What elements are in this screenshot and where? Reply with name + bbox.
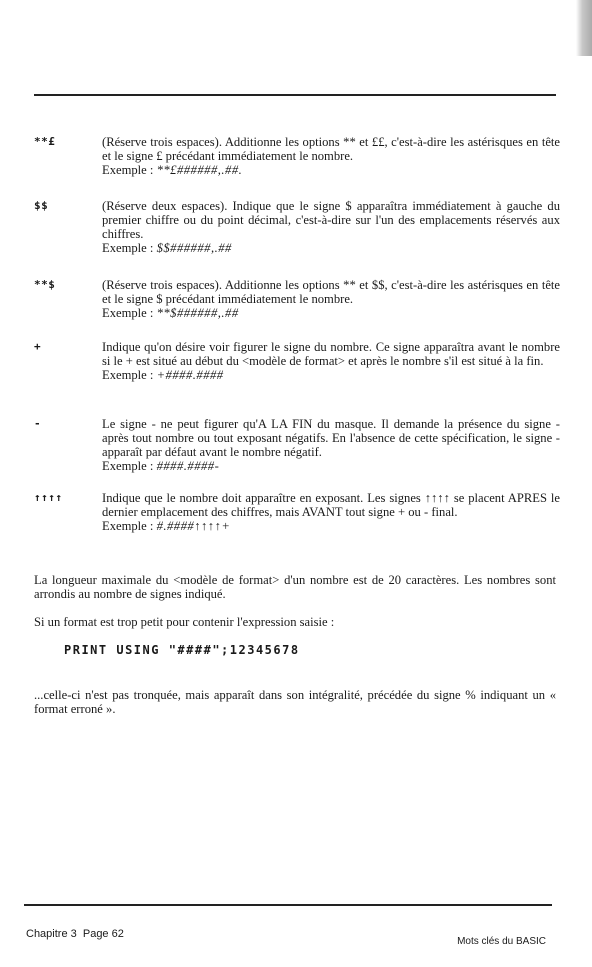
entry-plus-sign xyxy=(34,340,560,382)
example-value: $$######,.## xyxy=(156,241,232,255)
entry-description: (Réserve deux espaces). Indique que le signe $ apparaîtra immédiatement à gauche du premier chiffre ou du point décimal, c'est-à-dire sur l'un des emplacements réservés aux chiffres. xyxy=(102,199,560,241)
format-symbol: + xyxy=(34,340,42,353)
entry-double-dollar xyxy=(34,199,560,255)
format-symbol: $$ xyxy=(34,199,49,212)
format-symbol: ↑↑↑↑ xyxy=(34,491,63,504)
entry-description: (Réserve trois espaces). Additionne les options ** et ££, c'est-à-dire les astérisques en tête et le signe £ précédant immédiatement le nombre. xyxy=(102,135,560,163)
entry-minus-sign xyxy=(34,417,560,473)
entry-example xyxy=(102,459,560,473)
example-label: Exemple : xyxy=(102,241,157,255)
too-small-paragraph: Si un format est trop petit pour contenir l'expression saisie : xyxy=(34,615,335,629)
example-label: Exemple : xyxy=(102,306,157,320)
format-symbol: **£ xyxy=(34,135,56,148)
example-label: Exemple : xyxy=(102,163,157,177)
result-paragraph: ...celle-ci n'est pas tronquée, mais apparaît dans son intégralité, précédée du signe % indiquant un « format erroné ». xyxy=(34,688,556,716)
entry-description: Le signe - ne peut figurer qu'A LA FIN du masque. Il demande la présence du signe - après tout nombre ou tout exposant négatifs. En l'absence de cette spécification, le signe - apparaît par défaut avant le nombre négatif. xyxy=(102,417,560,459)
example-value: ####.####- xyxy=(156,459,220,473)
bottom-rule xyxy=(24,904,552,906)
entry-example xyxy=(102,306,560,320)
example-label: Exemple : xyxy=(102,519,157,533)
entry-example xyxy=(102,163,560,177)
entry-text xyxy=(102,199,560,255)
top-rule xyxy=(34,94,556,96)
entry-example xyxy=(102,241,560,255)
entry-example xyxy=(102,519,560,533)
max-length-paragraph: La longueur maximale du <modèle de format> d'un nombre est de 20 caractères. Les nombres sont arrondis au nombre de signes indiqué. xyxy=(34,573,556,601)
example-value: #.####↑↑↑↑+ xyxy=(156,519,231,533)
entry-text xyxy=(102,417,560,473)
format-symbol: **$ xyxy=(34,278,56,291)
footer-chapter-page: Chapitre 3 Page 62 xyxy=(26,928,124,940)
entry-description: (Réserve trois espaces). Additionne les options ** et $$, c'est-à-dire les astérisques en tête et le signe $ précédant immédiatement le nombre. xyxy=(102,278,560,306)
footer-section-title: Mots clés du BASIC xyxy=(457,936,546,947)
example-label: Exemple : xyxy=(102,459,157,473)
entry-text xyxy=(102,491,560,533)
example-label: Exemple : xyxy=(102,368,157,382)
entry-double-asterisk-dollar xyxy=(34,278,560,320)
entry-text xyxy=(102,340,560,382)
format-symbol: - xyxy=(34,417,42,430)
code-example: PRINT USING "####";12345678 xyxy=(64,643,300,657)
example-value: **£######,.##. xyxy=(156,163,243,177)
entry-description: Indique que le nombre doit apparaître en exposant. Les signes ↑↑↑↑ se placent APRES le dernier emplacement des chiffres, mais AVANT tout signe + ou - final. xyxy=(102,491,560,519)
entry-text xyxy=(102,135,560,177)
example-value: **$######,.## xyxy=(156,306,239,320)
entry-text xyxy=(102,278,560,320)
entry-double-asterisk-pound xyxy=(34,135,560,177)
entry-description: Indique qu'on désire voir figurer le signe du nombre. Ce signe apparaîtra avant le nombre si le + est situé au début du <modèle de format> et après le nombre s'il est situé à la fin. xyxy=(102,340,560,368)
scan-edge-mark xyxy=(576,0,592,56)
entry-exponent-arrows xyxy=(34,491,560,533)
entry-example xyxy=(102,368,560,382)
example-value: +####.#### xyxy=(156,368,224,382)
